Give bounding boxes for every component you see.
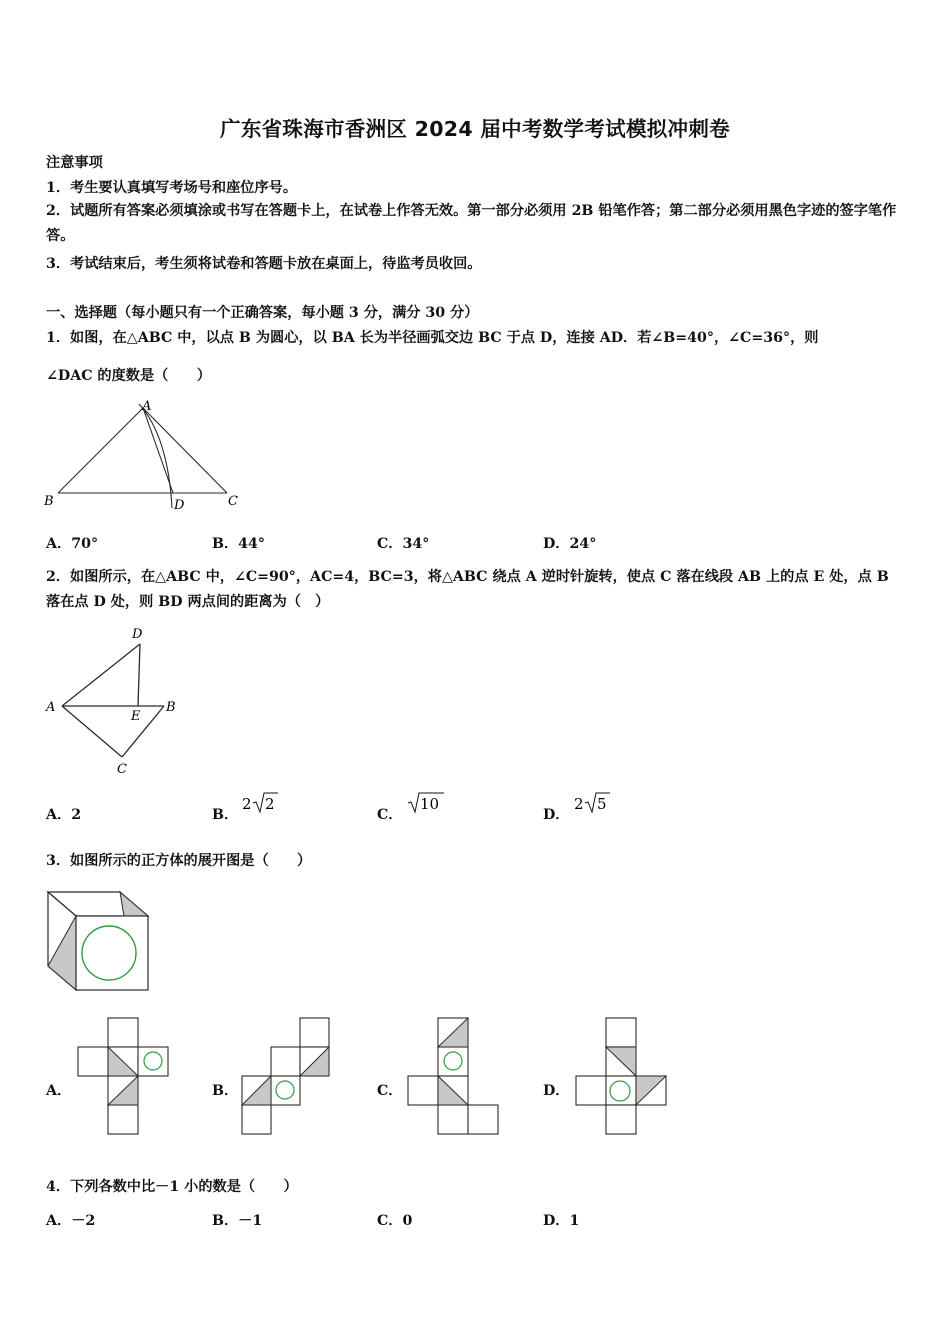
q2-option-c-math [406,790,446,816]
q3-option-b-net[interactable] [238,1014,338,1138]
notice-item: 3．考试结束后，考生须将试卷和答题卡放在桌面上，待监考员收回。 [46,256,482,272]
question-2-text: 2．如图所示，在△ABC 中，∠C=90°，AC=4，BC=3，将△ABC 绕点 A 逆时针旋转，使点 C 落在线段 AB 上的点 E 处，点 B 落在点 D 处，则 BD 两点间的距离为（ ） [46,569,889,610]
question-3-text: 3．如图所示的正方体的展开图是（ ） [46,853,312,869]
option-label: D． [543,807,570,823]
notice-heading: 注意事项 [46,155,103,171]
q3-option-a-label[interactable]: A． [46,1083,72,1099]
option-label: C． [377,807,403,823]
q4-option-d[interactable]: D．1 [543,1213,580,1229]
segment-ad [143,408,173,493]
option-label: B． [212,807,239,823]
q3-option-d-label[interactable]: D． [543,1083,570,1099]
q3-option-c-net[interactable] [404,1014,504,1138]
q2-option-d[interactable] [543,804,570,824]
q2-option-b-math [240,790,280,816]
segment-ac [62,706,122,757]
option-value: 2 [71,807,82,823]
q1-option-a[interactable]: A．70° [46,536,99,552]
radicand: 5 [597,795,607,813]
coef: 2 [242,795,252,813]
option-label: A． [46,807,72,823]
arc [139,404,172,508]
section-heading: 一、选择题（每小题只有一个正确答案，每小题 3 分，满分 30 分） [46,305,479,321]
label-c: C [117,762,127,777]
question-1-text-cont: ∠DAC 的度数是（ ） [46,368,211,384]
q3-option-c-label[interactable]: C． [377,1083,403,1099]
q4-option-c[interactable]: C．0 [377,1213,413,1229]
segment-ba [58,408,143,493]
q3-option-d-net[interactable] [572,1014,672,1138]
radicand: 2 [265,795,275,813]
coef: 2 [574,795,584,813]
question-4-text: 4．下列各数中比－1 小的数是（ ） [46,1179,298,1195]
label-d: D [174,498,185,513]
q2-option-b[interactable] [212,804,238,824]
q2-option-a[interactable] [46,804,81,824]
notice-item: 1．考生要认真填写考场号和座位序号。 [46,180,298,196]
notice-item: 2．试题所有答案必须填涂或书写在答题卡上，在试卷上作答无效。第一部分必须用 2B 铅笔作答；第二部分必须用黑色字迹的签字笔作答。 [46,203,897,244]
q4-option-a[interactable]: A．－2 [46,1213,96,1229]
segment-cb [122,706,164,757]
label-a: A [46,700,56,715]
segment-ac [143,408,227,493]
q3-option-a-net[interactable] [74,1014,174,1138]
top-shaded-triangle [120,892,148,916]
segment-de [138,644,140,706]
q1-option-b[interactable]: B．44° [212,536,266,552]
page-title: 广东省珠海市香洲区 2024 届中考数学考试模拟冲刺卷 [220,117,730,141]
label-b: B [166,700,176,715]
label-b: B [44,494,54,509]
label-a: A [142,399,152,414]
radicand: 10 [420,795,440,813]
label-e: E [131,709,141,724]
segment-ad [62,644,140,706]
q2-option-d-math [572,790,612,816]
q3-option-b-label[interactable]: B． [212,1083,239,1099]
cube-figure [44,888,154,996]
question-2-figure [40,620,190,780]
label-c: C [228,494,238,509]
q1-option-d[interactable]: D．24° [543,536,597,552]
label-d: D [132,627,143,642]
question-1-text: 1．如图，在△ABC 中，以点 B 为圆心，以 BA 长为半径画弧交边 BC 于点 D，连接 AD．若∠B=40°，∠C=36°，则 [46,330,819,346]
q1-option-c[interactable]: C．34° [377,536,430,552]
q2-option-c[interactable] [377,804,402,824]
cube-front-face [76,916,148,990]
question-1-figure [40,396,250,516]
q4-option-b[interactable]: B．－1 [212,1213,263,1229]
